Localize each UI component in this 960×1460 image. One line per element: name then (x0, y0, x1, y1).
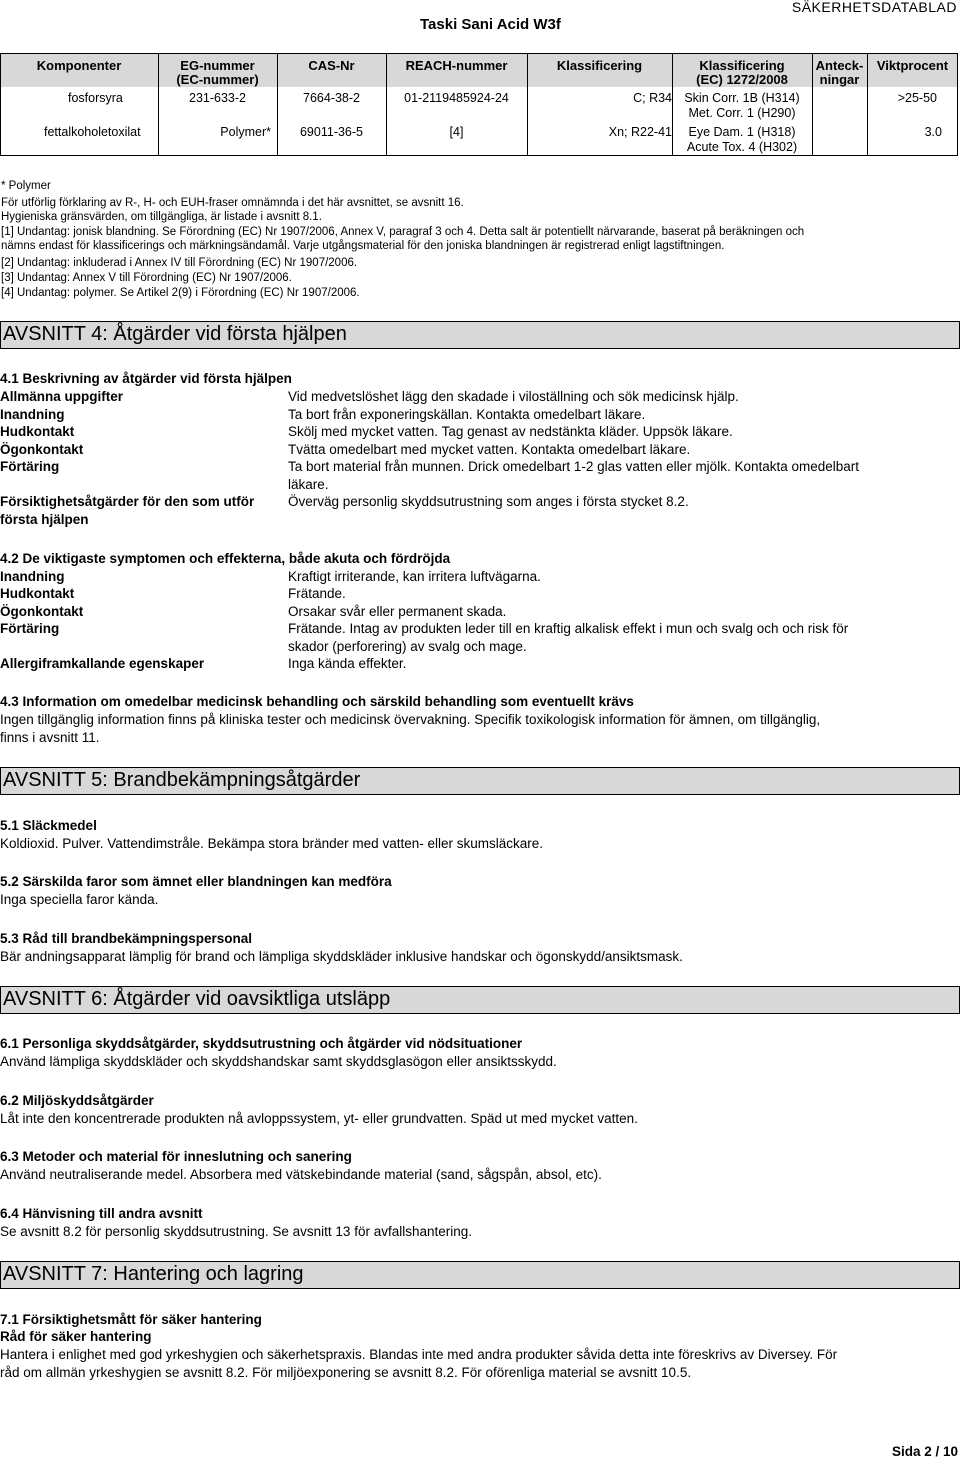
symptom-value: Frätande. (288, 586, 346, 601)
table-cell-eg-number: Polymer* (220, 125, 271, 139)
subsection-6-1-text: Använd lämpliga skyddskläder och skyddshandskar samt skyddsglasögon eller ansiktsskydd. (0, 1054, 557, 1069)
subsection-7-1-text: Hantera i enlighet med god yrkeshygien och säkerhetspraxis. Blandas inte med andra produkter såvida detta inte föreskrivs av Diversey. För råd om allmän yrkeshygien se avsnitt 8.2. För miljöexponering se avsnitt 8.2. För oförenliga material se avsnitt 10.5. (0, 1347, 838, 1380)
col-header-eg-number: EG-nummer (EC-nummer) (176, 58, 259, 87)
col-header-classification-clp: Klassificering (EC) 1272/2008 (696, 58, 788, 87)
first-aid-label: Inandning (0, 407, 65, 422)
symptom-value: Inga kända effekter. (288, 656, 407, 671)
subsection-7-1-subheading: Råd för säker hantering (0, 1329, 152, 1344)
subsection-5-3-text: Bär andningsapparat lämplig för brand och lämpliga skyddskläder inklusive handskar och ögonskydd/ansiktsmask. (0, 949, 683, 964)
subsection-4-2-heading: 4.2 De viktigaste symptomen och effekterna, både akuta och fördröjda (0, 551, 451, 566)
first-aid-label: Allmänna uppgifter (0, 389, 124, 404)
composition-table (0, 53, 958, 156)
first-aid-label: Hudkontakt (0, 424, 75, 439)
first-aid-value: Skölj med mycket vatten. Tag genast av nedstänkta kläder. Uppsök läkare. (288, 424, 733, 439)
section-6-header (0, 986, 960, 1014)
subsection-6-4-text: Se avsnitt 8.2 för personlig skyddsutrustning. Se avsnitt 13 för avfallshantering. (0, 1224, 473, 1239)
table-cell-weight-percent: 3.0 (924, 125, 942, 139)
subsection-4-3-text: Ingen tillgänglig information finns på kliniska tester och medicinsk övervakning. Specifik toxikologisk information för ämnen, om tillgänglig, finns i avsnitt 11. (0, 712, 821, 745)
symptom-value: Frätande. Intag av produkten leder till en kraftig alkalisk effekt i mun och svalg och och risk för skador (perforering) av svalg och mage. (288, 621, 849, 654)
symptom-value: Kraftigt irriterande, kan irritera luftvägarna. (288, 569, 541, 584)
first-aid-value: Överväg personlig skyddsutrustning som anges i första stycket 8.2. (288, 494, 689, 509)
col-header-notes: Anteck- ningar (815, 58, 864, 87)
symptom-label: Hudkontakt (0, 586, 75, 601)
subsection-5-3-heading: 5.3 Råd till brandbekämpningspersonal (0, 931, 253, 946)
subsection-6-3-text: Använd neutraliserande medel. Absorbera med vätskebindande material (sand, sågspån, absol, etc). (0, 1167, 602, 1182)
table-cell-eg-number: 231-633-2 (189, 91, 246, 105)
table-cell-component: fosforsyra (68, 91, 123, 105)
subsection-5-2-text: Inga speciella faror kända. (0, 892, 159, 907)
first-aid-value: Ta bort från exponeringskällan. Kontakta omedelbart läkare. (288, 407, 646, 422)
section-title: AVSNITT 4: Åtgärder vid första hjälpen (3, 323, 347, 345)
footnote: [3] Undantag: Annex V till Förordning (EC) Nr 1907/2006. (1, 272, 292, 284)
symptom-label: Allergiframkallande egenskaper (0, 656, 205, 671)
subsection-6-4-heading: 6.4 Hänvisning till andra avsnitt (0, 1206, 203, 1221)
footnote: * Polymer (1, 180, 51, 192)
section-5-header (0, 767, 960, 795)
table-cell-cas: 69011-36-5 (299, 125, 363, 139)
subsection-4-3-heading: 4.3 Information om omedelbar medicinsk behandling och särskild behandling som eventuellt krävs (0, 694, 634, 709)
symptom-label: Förtäring (0, 621, 60, 636)
section-7-header (0, 1261, 960, 1289)
subsection-6-2-text: Låt inte den koncentrerade produkten nå avloppssystem, yt- eller grundvatten. Späd ut med mycket vatten. (0, 1111, 638, 1126)
section-title: AVSNITT 6: Åtgärder vid oavsiktliga utsläpp (3, 988, 391, 1010)
table-cell-cas: 7664-38-2 (303, 91, 360, 105)
col-header-component: Komponenter (36, 58, 122, 73)
subsection-6-3-heading: 6.3 Metoder och material för inneslutning och sanering (0, 1149, 352, 1164)
footnote: nämns endast för klassificerings och märkningsändamål. Varje utgångsmaterial för den joniska blandningen är registrerad enligt lagstiftningen. (1, 240, 725, 252)
subsection-6-2-heading: 6.2 Miljöskyddsåtgärder (0, 1093, 154, 1108)
first-aid-label: Försiktighetsåtgärder för den som utför första hjälpen (0, 494, 255, 527)
table-cell-classification: C; R34 (633, 91, 672, 105)
section-title: AVSNITT 5: Brandbekämpningsåtgärder (3, 769, 361, 791)
footnote: För utförlig förklaring av R-, H- och EUH-fraser omnämnda i det här avsnittet, se avsnitt 16. (1, 197, 464, 209)
footnote: Hygieniska gränsvärden, om tillgängliga, är listade i avsnitt 8.1. (1, 211, 322, 223)
symptom-value: Orsakar svår eller permanent skada. (288, 604, 507, 619)
footnote: [1] Undantag: jonisk blandning. Se Förordning (EC) Nr 1907/2006, Annex V, paragraf 3 och 4. Detta salt är potentiellt närvarande, baserat på beräkningen och (1, 226, 805, 238)
subsection-5-1-text: Koldioxid. Pulver. Vattendimstråle. Bekämpa stora bränder med vatten- eller skumsläckare. (0, 836, 543, 851)
section-title: AVSNITT 7: Hantering och lagring (3, 1263, 304, 1285)
footnote: [2] Undantag: inkluderad i Annex IV till Förordning (EC) Nr 1907/2006. (1, 257, 358, 269)
table-cell-weight-percent: >25-50 (897, 91, 937, 105)
col-header-cas: CAS-Nr (308, 58, 355, 73)
subsection-6-1-heading: 6.1 Personliga skyddsåtgärder, skyddsutrustning och åtgärder vid nödsituationer (0, 1036, 523, 1051)
footnote: [4] Undantag: polymer. Se Artikel 2(9) i Förordning (EC) Nr 1907/2006. (1, 287, 360, 299)
subsection-5-2-heading: 5.2 Särskilda faror som ämnet eller blandningen kan medföra (0, 874, 392, 889)
first-aid-label: Förtäring (0, 459, 60, 474)
col-header-weight-percent: Viktprocent (876, 58, 949, 73)
col-header-reach: REACH-nummer (405, 58, 508, 73)
table-cell-reach: 01-2119485924-24 (404, 91, 509, 105)
table-cell-reach: [4] (449, 125, 464, 139)
section-4-header (0, 321, 960, 349)
table-cell-classification: Xn; R22-41 (608, 125, 672, 139)
col-header-classification: Klassificering (556, 58, 643, 73)
symptom-label: Inandning (0, 569, 65, 584)
subsection-5-1-heading: 5.1 Släckmedel (0, 818, 97, 833)
subsection-4-1-heading: 4.1 Beskrivning av åtgärder vid första hjälpen (0, 371, 292, 386)
document-type: SÄKERHETSDATABLAD (791, 0, 957, 15)
table-cell-classification-clp: Eye Dam. 1 (H318) Acute Tox. 4 (H302) (686, 125, 798, 154)
first-aid-value: Vid medvetslöshet lägg den skadade i viloställning och sök medicinsk hjälp. (288, 389, 739, 404)
page-number: Sida 2 / 10 (891, 1444, 958, 1459)
table-cell-classification-clp: Skin Corr. 1B (H314) Met. Corr. 1 (H290) (684, 91, 800, 120)
product-title: Taski Sani Acid W3f (420, 16, 561, 33)
first-aid-value: Ta bort material från munnen. Drick omedelbart 1-2 glas vatten eller mjölk. Kontakta omedelbart läkare. (288, 459, 860, 492)
first-aid-label: Ögonkontakt (0, 442, 84, 457)
first-aid-value: Tvätta omedelbart med mycket vatten. Kontakta omedelbart läkare. (288, 442, 691, 457)
subsection-7-1-heading: 7.1 Försiktighetsmått för säker hantering (0, 1312, 262, 1327)
symptom-label: Ögonkontakt (0, 604, 84, 619)
table-cell-component: fettalkoholetoxilat (44, 125, 141, 139)
